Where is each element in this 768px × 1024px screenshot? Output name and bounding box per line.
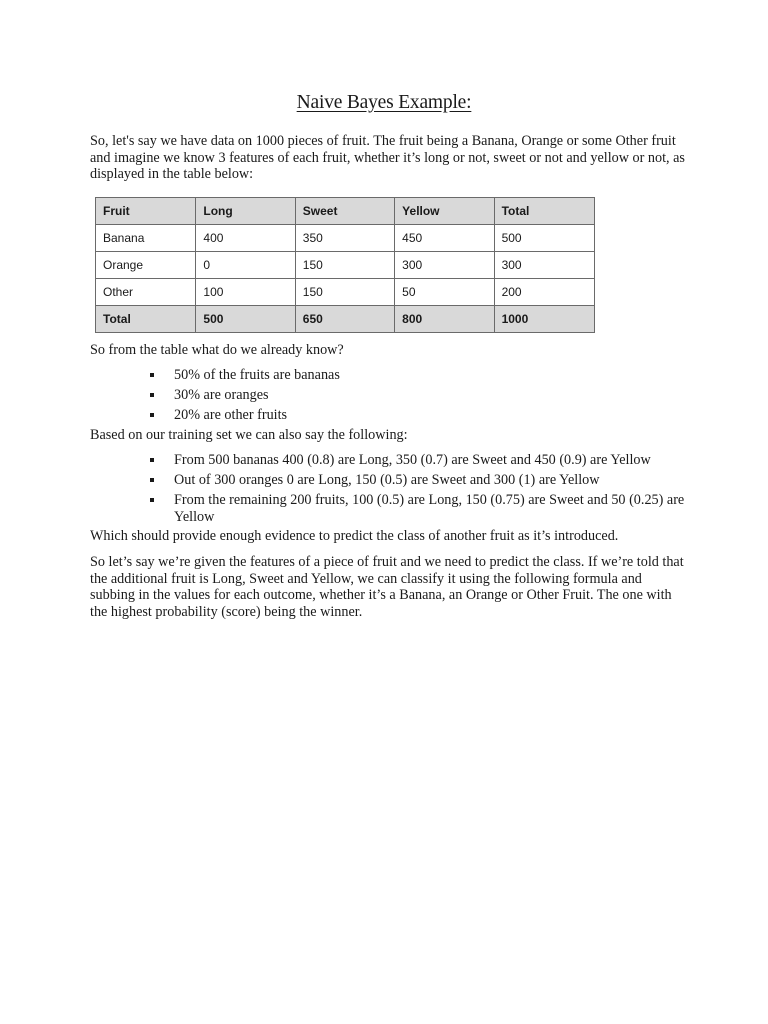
list-item-text: 50% of the fruits are bananas: [174, 367, 340, 383]
table-cell: Orange: [96, 252, 196, 279]
square-bullet-icon: [150, 413, 154, 417]
table-header-cell: Yellow: [395, 198, 494, 225]
table-cell: 150: [295, 252, 394, 279]
table-cell: 100: [196, 279, 295, 306]
table-cell: 350: [295, 225, 394, 252]
square-bullet-icon: [150, 458, 154, 462]
table-header-cell: Total: [494, 198, 594, 225]
table-cell: 300: [494, 252, 594, 279]
square-bullet-icon: [150, 498, 154, 502]
table-total-cell: 650: [295, 306, 394, 333]
document-title: Naive Bayes Example:: [296, 92, 472, 113]
table-cell: 500: [494, 225, 594, 252]
table-cell: 0: [196, 252, 295, 279]
table-cell: 300: [395, 252, 494, 279]
based-list: [150, 452, 690, 529]
based-heading: Based on our training set we can also say the following:: [90, 427, 408, 443]
fruit-table: [95, 197, 595, 333]
prediction-paragraph: So let’s say we’re given the features of a piece of fruit and we need to predict the class. If we’re told that the additional fruit is Long, Sweet and Yellow, we can classify it using the following formula and subbing in the values for each outcome, whether it’s a Banana, an Orange or Other Fruit. The one with the highest probability (score) being the winner.: [90, 554, 684, 620]
table-header-cell: Sweet: [295, 198, 394, 225]
evidence-paragraph: Which should provide enough evidence to predict the class of another fruit as it’s introduced.: [90, 528, 619, 544]
intro-paragraph: So, let's say we have data on 1000 pieces of fruit. The fruit being a Banana, Orange or some Other fruit and imagine we know 3 features of each fruit, whether it’s long or not, sweet or not and yellow or not, as displayed in the table below:: [90, 133, 685, 182]
table-cell: 150: [295, 279, 394, 306]
list-item-text: From the remaining 200 fruits, 100 (0.5) are Long, 150 (0.75) are Sweet and 50 (0.25) are Yellow: [174, 492, 685, 525]
table-row: [96, 252, 595, 279]
table-total-cell: Total: [96, 306, 196, 333]
table-total-cell: 1000: [494, 306, 594, 333]
list-item: [150, 367, 690, 384]
know-heading: So from the table what do we already know?: [90, 342, 344, 358]
list-item: [150, 407, 690, 424]
table-cell: 200: [494, 279, 594, 306]
table-cell: 50: [395, 279, 494, 306]
table-cell: 450: [395, 225, 494, 252]
table-header-row: [96, 198, 595, 225]
list-item-text: Out of 300 oranges 0 are Long, 150 (0.5) are Sweet and 300 (1) are Yellow: [174, 472, 600, 488]
table-header-cell: Fruit: [96, 198, 196, 225]
table-cell: Banana: [96, 225, 196, 252]
list-item-text: 30% are oranges: [174, 387, 269, 403]
table-row: [96, 279, 595, 306]
table-row: [96, 225, 595, 252]
list-item: [150, 452, 690, 469]
square-bullet-icon: [150, 478, 154, 482]
table-total-cell: 500: [196, 306, 295, 333]
list-item: [150, 387, 690, 404]
list-item: [150, 472, 690, 489]
list-item-text: 20% are other fruits: [174, 407, 288, 423]
table-header-cell: Long: [196, 198, 295, 225]
square-bullet-icon: [150, 373, 154, 377]
table-total-cell: 800: [395, 306, 494, 333]
list-item: [150, 492, 690, 525]
know-list: [150, 367, 690, 427]
table-cell: 400: [196, 225, 295, 252]
square-bullet-icon: [150, 393, 154, 397]
list-item-text: From 500 bananas 400 (0.8) are Long, 350 (0.7) are Sweet and 450 (0.9) are Yellow: [174, 452, 651, 468]
table-total-row: [96, 306, 595, 333]
table-cell: Other: [96, 279, 196, 306]
